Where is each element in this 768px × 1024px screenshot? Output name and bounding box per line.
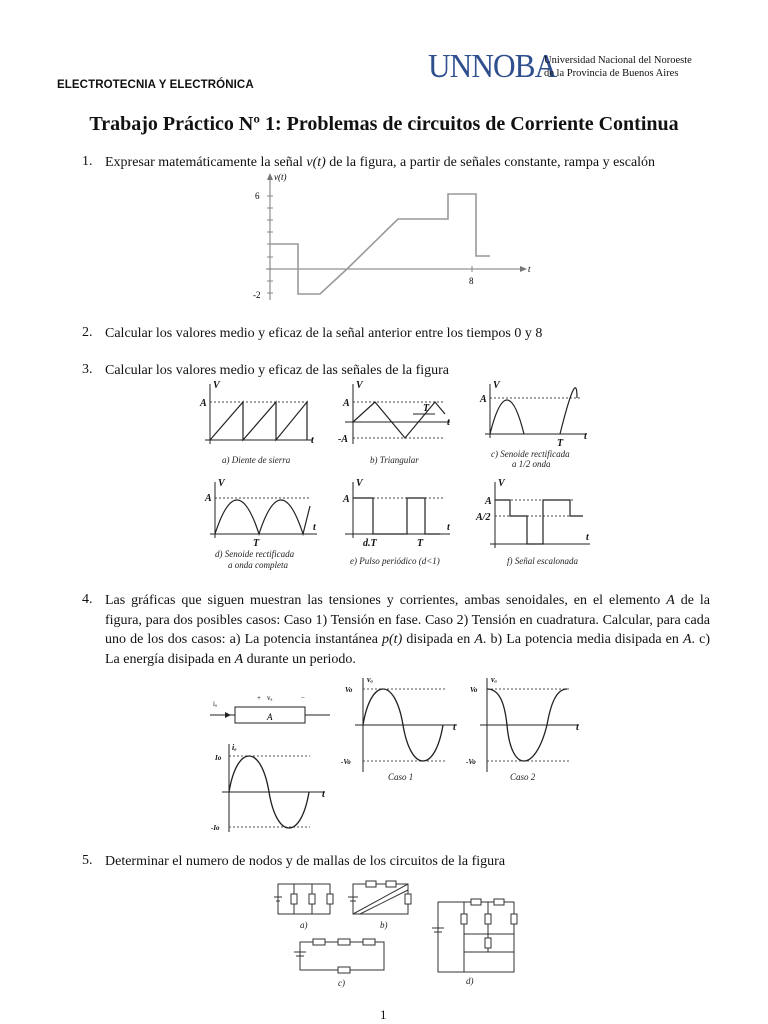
- problem-4-text: Las gráficas que siguen muestran las tensiones y corrientes, ambas senoidales, en el elemento A de la figura, para dos posibles casos: Caso 1) Tensión en fase. Caso 2) Tensión en cuadratura. Calcular, para cada uno de los dos casos: a) La potencia instantánea p(t) disipada en A. b) La potencia media disipada en A. c) La energía disipada en A durante un periodo.: [105, 593, 710, 667]
- svg-text:d) Senoide rectificada: d) Senoide rectificada: [215, 549, 295, 559]
- svg-text:d): d): [466, 976, 474, 986]
- svg-text:vₐ: vₐ: [491, 675, 497, 684]
- svg-text:vₐ: vₐ: [367, 675, 373, 684]
- svg-text:-Vo: -Vo: [341, 758, 351, 766]
- svg-text:T: T: [557, 438, 564, 449]
- svg-text:V: V: [218, 478, 225, 489]
- x-axis-label: t: [528, 264, 531, 274]
- svg-text:t: t: [576, 722, 579, 733]
- figure-1-signal: [250, 172, 540, 302]
- element-a-diagram: [210, 694, 330, 723]
- page-number: 1: [380, 1007, 387, 1022]
- svg-text:V: V: [356, 380, 363, 391]
- svg-text:Vo: Vo: [470, 686, 478, 694]
- svg-text:t: t: [322, 789, 325, 800]
- svg-text:c): c): [338, 978, 345, 988]
- university-name-line2: de la Provincia de Buenos Aires: [544, 68, 679, 79]
- svg-text:Vo: Vo: [345, 686, 353, 694]
- svg-text:+: +: [257, 694, 261, 702]
- svg-text:A: A: [480, 394, 487, 405]
- svg-text:d.T: d.T: [363, 538, 377, 549]
- svg-text:t: t: [447, 417, 450, 428]
- figure-5-circuits: [268, 878, 528, 990]
- problem-2-text: Calcular los valores medio y eficaz de la señal anterior entre los tiempos 0 y 8: [105, 326, 543, 341]
- svg-text:A: A: [267, 712, 273, 722]
- waveform-full-wave: [204, 478, 317, 570]
- svg-text:A: A: [343, 398, 350, 409]
- svg-text:−: −: [301, 694, 305, 702]
- svg-text:t: t: [447, 522, 450, 533]
- svg-text:V: V: [498, 478, 505, 489]
- problem-1-text: Expresar matemáticamente la señal v(t) de la figura, a partir de señales constante, rampa y escalón: [105, 155, 656, 170]
- circuit-d: [432, 899, 517, 972]
- svg-text:a) Diente de sierra: a) Diente de sierra: [222, 455, 291, 465]
- waveform-half-wave: [479, 380, 588, 469]
- problem-5-number: 5.: [82, 853, 93, 868]
- problem-2-number: 2.: [82, 325, 93, 340]
- waveform-sawtooth: [199, 380, 315, 465]
- svg-text:A: A: [200, 398, 207, 409]
- svg-text:V: V: [493, 380, 500, 391]
- graph-caso-1: [341, 675, 457, 782]
- figure-4-sine-graphs: [205, 672, 585, 832]
- waveform-staircase: [475, 478, 590, 566]
- svg-text:t: t: [311, 435, 314, 446]
- svg-text:t: t: [584, 431, 587, 442]
- svg-text:b) Triangular: b) Triangular: [370, 455, 419, 465]
- svg-text:f) Señal escalonada: f) Señal escalonada: [507, 556, 578, 566]
- problem-5-text: Determinar el numero de nodos y de mallas de los circuitos de la figura: [105, 854, 506, 869]
- graph-current-ia: [211, 743, 326, 832]
- page-title: Trabajo Práctico Nº 1: Problemas de circuitos de Corriente Continua: [89, 113, 679, 135]
- svg-text:c) Senoide rectificada: c) Senoide rectificada: [491, 449, 570, 459]
- problem-4-number: 4.: [82, 592, 93, 607]
- graph-caso-2: [466, 675, 580, 782]
- svg-text:V: V: [213, 380, 220, 391]
- svg-text:a 1/2 onda: a 1/2 onda: [512, 459, 551, 469]
- svg-text:vₐ: vₐ: [267, 694, 273, 702]
- svg-text:-Io: -Io: [211, 824, 220, 832]
- svg-text:A: A: [485, 496, 492, 507]
- svg-text:a): a): [300, 920, 308, 930]
- figure-3-waveforms: [195, 378, 595, 578]
- svg-text:T: T: [253, 538, 260, 549]
- svg-text:t: t: [313, 522, 316, 533]
- svg-text:Caso 1: Caso 1: [388, 772, 414, 782]
- svg-text:A: A: [343, 494, 350, 505]
- svg-text:Caso 2: Caso 2: [510, 772, 536, 782]
- circuit-b: [348, 881, 411, 914]
- problem-1-number: 1.: [82, 154, 93, 169]
- svg-text:A: A: [205, 493, 212, 504]
- svg-text:V: V: [356, 478, 363, 489]
- svg-text:Io: Io: [215, 754, 222, 762]
- tick-6: 6: [255, 191, 260, 201]
- university-logo: UNNOBA: [428, 48, 557, 85]
- svg-text:t: t: [453, 722, 456, 733]
- svg-text:b): b): [380, 920, 388, 930]
- circuit-c: [294, 939, 384, 973]
- waveform-triangular: [338, 380, 451, 465]
- subject-header: ELECTROTECNIA Y ELECTRÓNICA: [57, 79, 254, 91]
- svg-text:e) Pulso periódico (d<1): e) Pulso periódico (d<1): [350, 556, 440, 566]
- figure-1-chart: [250, 172, 540, 302]
- tick-8: 8: [469, 276, 474, 286]
- tick-minus-2: -2: [253, 290, 261, 300]
- svg-text:-Vo: -Vo: [466, 758, 476, 766]
- svg-text:A/2: A/2: [476, 512, 491, 523]
- svg-text:iₐ: iₐ: [213, 700, 217, 708]
- waveform-pulse: [342, 478, 451, 566]
- svg-text:a onda completa: a onda completa: [228, 560, 288, 570]
- signal-line: [270, 194, 490, 294]
- svg-text:T: T: [423, 403, 430, 414]
- problem-3-text: Calcular los valores medio y eficaz de las señales de la figura: [105, 363, 450, 378]
- problem-3-number: 3.: [82, 362, 93, 377]
- y-axis-label: v(t): [274, 172, 287, 182]
- university-name-line1: Universidad Nacional del Noroeste: [544, 55, 692, 66]
- svg-text:t: t: [586, 532, 589, 543]
- circuit-a: [274, 884, 333, 914]
- svg-text:iₐ: iₐ: [232, 743, 237, 752]
- svg-text:T: T: [417, 538, 424, 549]
- svg-text:-A: -A: [338, 434, 348, 445]
